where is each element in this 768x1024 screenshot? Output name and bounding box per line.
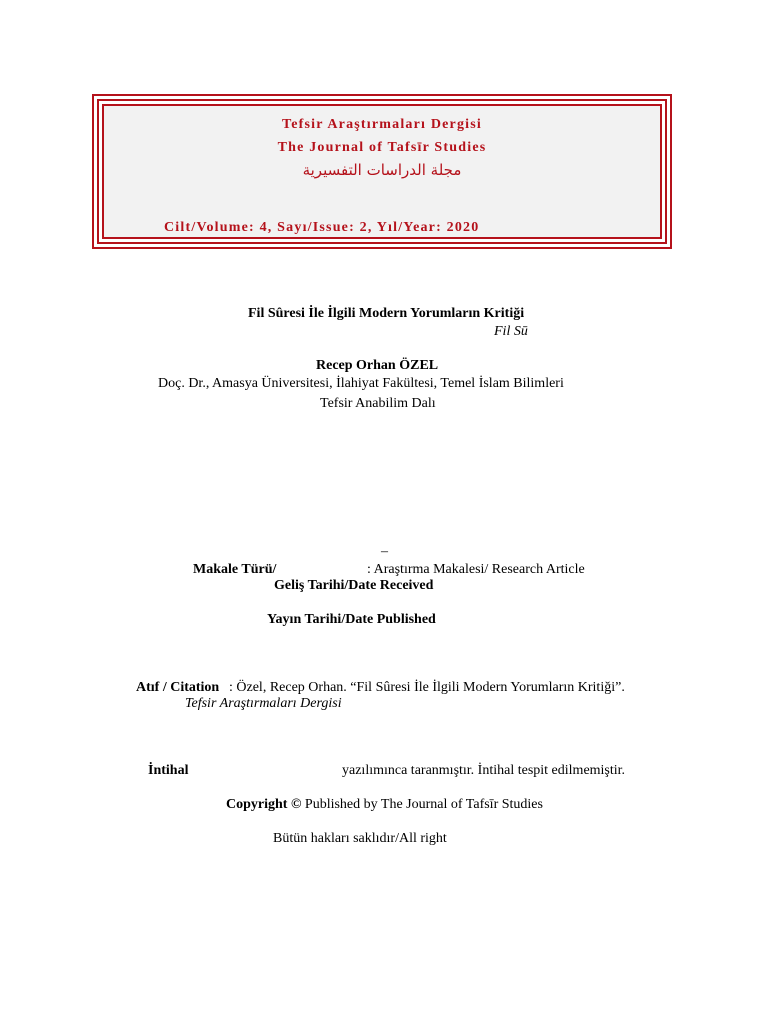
banner-panel	[102, 104, 662, 239]
author-affiliation: Doç. Dr., Amasya Üniversitesi, İlahiyat Fakültesi, Temel İslam Bilimleri	[158, 376, 564, 391]
copyright-line	[226, 797, 543, 813]
issue-line: Cilt/Volume: 4, Sayı/Issue: 2, Yıl/Year: 2020	[164, 220, 480, 235]
rights-reserved: Bütün hakları saklıdır/All right	[273, 831, 447, 846]
plagiarism-label: İntihal	[148, 763, 189, 778]
copyright-label: Copyright ©	[226, 797, 302, 812]
dash-separator: –	[381, 544, 388, 559]
journal-name-en: The Journal of Tafsīr Studies	[277, 140, 487, 155]
date-received-label: Geliş Tarihi/Date Received	[274, 578, 434, 593]
article-type-label: Makale Türü/	[193, 562, 277, 577]
article-title: Fil Sûresi İle İlgili Modern Yorumların Kritiği	[248, 306, 525, 321]
copyright-text: Published by The Journal of Tafsīr Studies	[301, 797, 543, 812]
banner-middle-border	[97, 99, 667, 244]
author-department: Tefsir Anabilim Dalı	[320, 396, 436, 411]
date-published-label: Yayın Tarihi/Date Published	[267, 612, 436, 627]
article-title-en-fragment: Fil Sū	[494, 324, 528, 339]
article-type-value: : Araştırma Makalesi/ Research Article	[367, 562, 585, 577]
journal-name-tr: Tefsir Araştırmaları Dergisi	[281, 117, 482, 132]
author-name: Recep Orhan ÖZEL	[316, 358, 439, 373]
plagiarism-text: yazılımınca taranmıştır. İntihal tespit edilmemiştir.	[342, 763, 626, 778]
journal-name-ar: مجلة الدراسات التفسيرية	[302, 161, 462, 179]
citation-text: : Özel, Recep Orhan. “Fil Sûresi İle İlgili Modern Yorumların Kritiği”.	[229, 680, 625, 695]
citation-journal: Tefsir Araştırmaları Dergisi	[185, 696, 342, 711]
journal-banner	[92, 94, 672, 249]
citation-label: Atıf / Citation	[136, 680, 220, 695]
